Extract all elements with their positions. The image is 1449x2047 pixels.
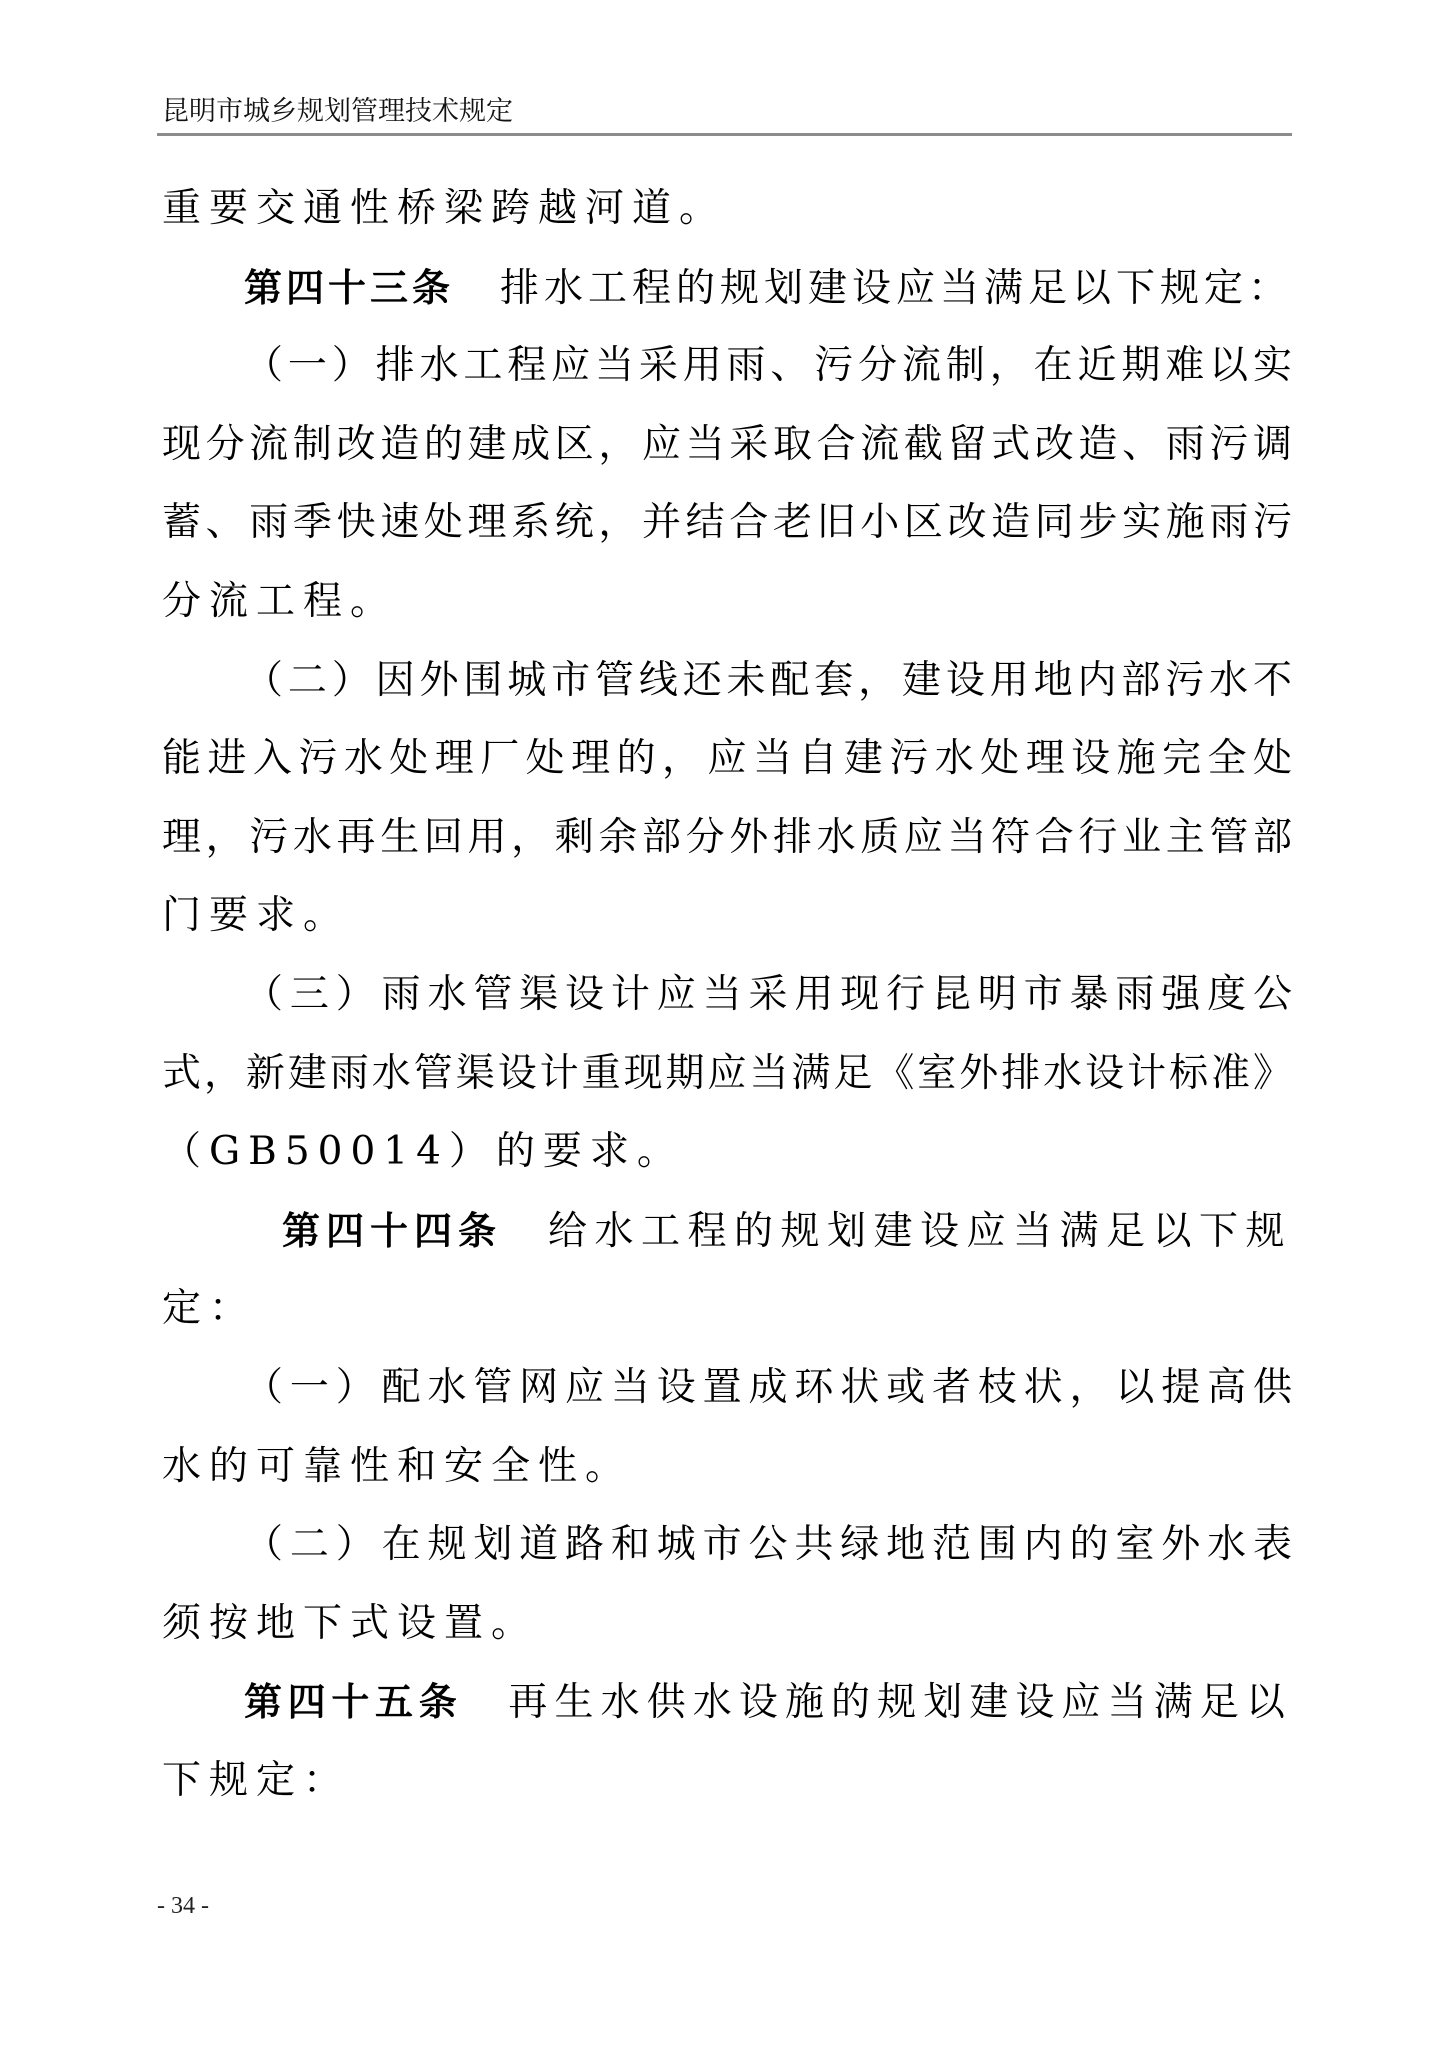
paragraph-line: 能进入污水处理厂处理的，应当自建污水处理设施完全处 bbox=[162, 736, 1299, 782]
paragraph-line: （GB50014）的要求。 bbox=[162, 1129, 684, 1175]
article-heading-45 bbox=[162, 1663, 1292, 1742]
page-number: - 34 - bbox=[157, 1893, 209, 1919]
paragraph-line: 须按地下式设置。 bbox=[162, 1600, 539, 1646]
paragraph-line: （一）配水管网应当设置成环状或者枝状，以提高供 bbox=[244, 1364, 1299, 1410]
article-number: 第四十五条 bbox=[244, 1680, 463, 1725]
article-number: 第四十三条 bbox=[244, 265, 455, 310]
paragraph-line: 式，新建雨水管渠设计重现期应当满足《室外排水设计标准》 bbox=[162, 1050, 1295, 1096]
article-heading-44 bbox=[162, 1192, 1292, 1271]
paragraph-line: 现分流制改造的建成区，应当采取合流截留式改造、雨污调 bbox=[162, 421, 1297, 467]
article-text: 排水工程的规划建设应当满足以下规定： bbox=[500, 265, 1292, 311]
paragraph-line: 定： bbox=[162, 1286, 257, 1332]
paragraph-line: 重要交通性桥梁跨越河道。 bbox=[162, 186, 727, 231]
paragraph-line: （二）因外围城市管线还未配套，建设用地内部污水不 bbox=[244, 657, 1297, 703]
running-header: 昆明市城乡规划管理技术规定 bbox=[162, 96, 513, 127]
article-heading-43 bbox=[162, 249, 1292, 328]
article-text: 再生水供水设施的规划建设应当满足以 bbox=[508, 1680, 1292, 1726]
document-body bbox=[162, 170, 1299, 1820]
paragraph-line: （三）雨水管渠设计应当采用现行昆明市暴雨强度公 bbox=[244, 971, 1299, 1017]
article-number: 第四十四条 bbox=[282, 1208, 503, 1253]
paragraph-line: 水的可靠性和安全性。 bbox=[162, 1443, 633, 1489]
paragraph-line: 蓄、雨季快速处理系统，并结合老旧小区改造同步实施雨污 bbox=[162, 500, 1297, 546]
paragraph-line: （二）在规划道路和城市公共绿地范围内的室外水表 bbox=[244, 1522, 1299, 1568]
paragraph-line: 分流工程。 bbox=[162, 578, 398, 624]
article-text: 给水工程的规划建设应当满足以下规 bbox=[548, 1208, 1292, 1254]
header-rule bbox=[157, 133, 1292, 136]
paragraph-line: 下规定： bbox=[162, 1757, 351, 1803]
paragraph-line: （一）排水工程应当采用雨、污分流制，在近期难以实 bbox=[244, 343, 1297, 389]
paragraph-line: 理，污水再生回用，剩余部分外排水质应当符合行业主管部 bbox=[162, 814, 1297, 860]
paragraph-line: 门要求。 bbox=[162, 893, 351, 939]
